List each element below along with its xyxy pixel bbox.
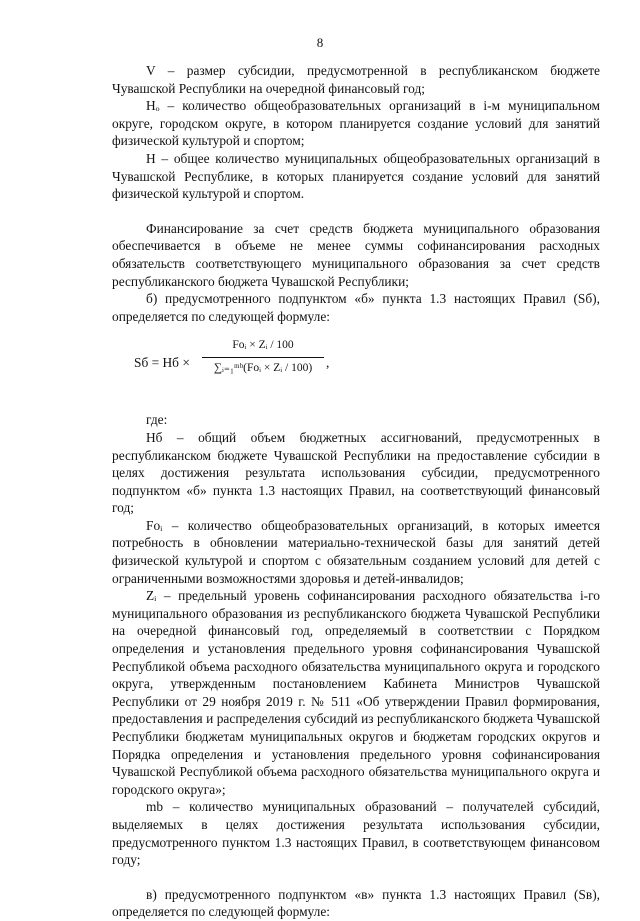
formula-comma: , [326,355,330,371]
formula-fraction [202,337,324,377]
formula-lhs: Sб = Hб × [134,355,190,371]
formula-denominator: ∑ᵢ₌₁ᵐᵇ(Foᵢ × Zᵢ / 100) [213,361,313,374]
formula-numerator: Foᵢ × Zᵢ / 100 [202,337,324,358]
paragraph-subpoint-v: в) предусмотренного подпунктом «в» пункта 1.3 настоящих Правил (Sв), определяется по следующей формуле: [112,886,600,920]
paragraph-z-definition: Zᵢ – предельный уровень софинансирования расходного обязательства i-го муниципального образования из республиканского бюджета Чувашской Республики на очередной финансовый год, определяемый в соответствии с Порядком определения и установления предельного уровня софинансирования Чувашской Республикой объема расходного обязательства муниципального округа и городского округа, утвержденным постановлением Кабинета Министров Чувашской Республики от 29 ноября 2019 г. № 511 «Об утверждении Правил формирования, предоставления и распределения субсидий из республиканского бюджета Чувашской Республики бюджетам муниципальных округов и бюджетам городских округов и Порядка определения и установления предельного уровня софинансирования Чувашской Республикой объема расходного обязательства муниципального округа и городского округа»; [112,588,600,797]
document-body [112,62,600,921]
paragraph-hb-definition: Hб – общий объем бюджетных ассигнований, предусмотренных в республиканском бюджете Чувашской Республики на предоставление субсидии в целях достижения результата использования субсидии, предусмотренного подпунктом «б» пункта 1.3 настоящих Правил, на соответствующий финансовый год; [112,429,600,516]
where-label: где: [146,412,168,428]
paragraph-fo-definition: Foᵢ – количество общеобразовательных организаций, в которых имеется потребность в обновлении материально-технической базы для занятий детей физической культурой и спортом с обязательным созданием условий для детей с ограниченными возможностями здоровья и детей-инвалидов; [112,517,600,586]
page-number: 8 [316,35,324,50]
paragraph-h-definition: H – общее количество муниципальных общеобразовательных организаций в Чувашской Республике, в которых планируется создание условий для занятий физической культурой и спортом. [112,150,600,202]
spacer [112,203,600,220]
paragraph-v-definition: V – размер субсидии, предусмотренной в республиканском бюджете Чувашской Республики на очередной финансовый год; [112,63,600,96]
paragraph-financing: Финансирование за счет средств бюджета муниципального образования обеспечивается в объеме не менее суммы софинансирования расходных обязательств соответствующего муниципального образования за счет средств республиканского бюджета Чувашской Республики; [112,220,600,289]
spacer [112,869,600,886]
formula-s-b [112,333,600,411]
paragraph-ho-definition: Hₒ – количество общеобразовательных организаций в i-м муниципальном округе, городском округе, в котором планируется создание условий для занятий физической культурой и спортом; [112,98,600,149]
paragraph-mb-definition: mb – количество муниципальных образований – получателей субсидий, выделяемых в целях достижения результата использования субсидии, предусмотренного пунктом 1.3 настоящих Правил, в соответствующем финансовом году; [112,799,600,868]
paragraph-subpoint-b: б) предусмотренного подпунктом «б» пункта 1.3 настоящих Правил (Sб), определяется по следующей формуле: [112,291,600,324]
